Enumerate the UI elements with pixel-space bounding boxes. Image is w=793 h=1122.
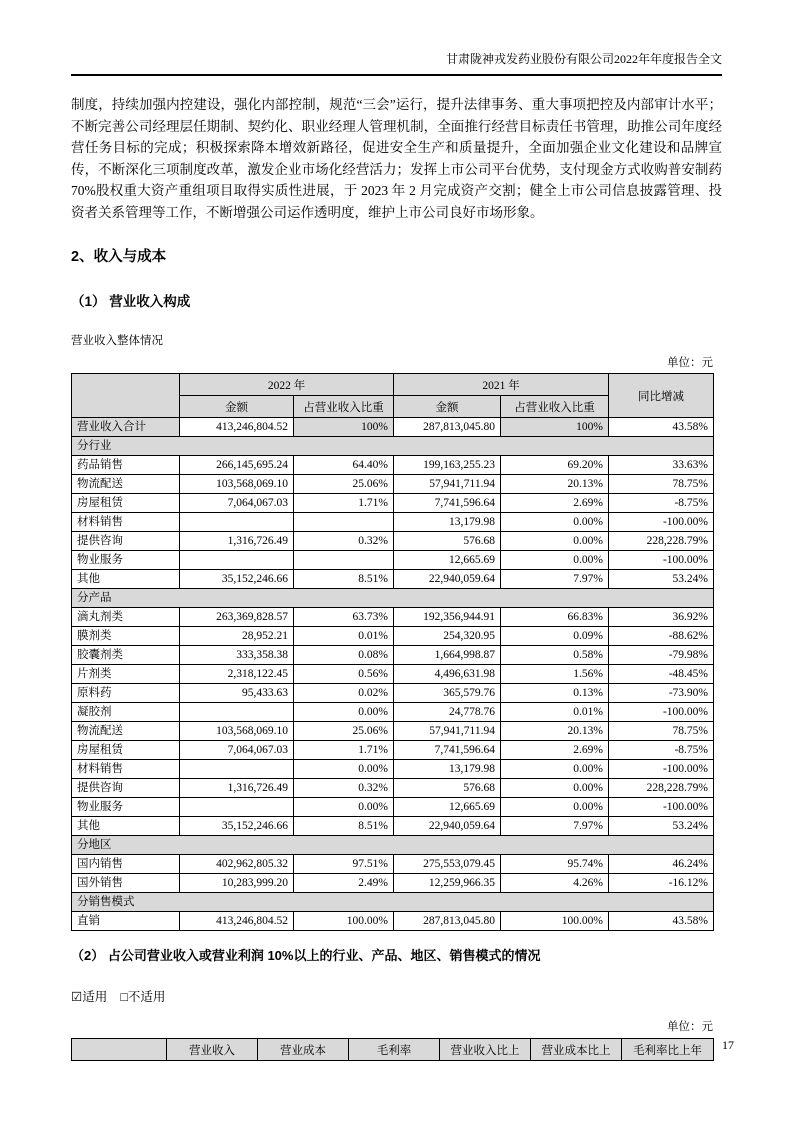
table-row	[72, 570, 714, 589]
document-header	[71, 52, 722, 76]
row-value: 66.83%	[501, 608, 609, 627]
row-value: 0.00%	[501, 760, 609, 779]
row-value: 333,358.38	[180, 646, 294, 665]
row-value: 25.06%	[294, 722, 394, 741]
margin-table-header-row	[72, 1039, 714, 1061]
row-value	[180, 551, 294, 570]
row-value: 0.56%	[294, 665, 394, 684]
col-header-share-2021: 占营业收入比重	[501, 396, 609, 418]
row-value: 10,283,999.20	[180, 874, 294, 893]
row-value: 7,064,067.03	[180, 741, 294, 760]
row-value: 46.24%	[609, 855, 714, 874]
row-value: -8.75%	[609, 741, 714, 760]
table-row	[72, 817, 714, 836]
table-row	[72, 874, 714, 893]
row-value: 12,665.69	[394, 551, 501, 570]
table-row	[72, 608, 714, 627]
row-label: 提供咨询	[72, 532, 180, 551]
col-header-yoy: 同比增减	[609, 374, 714, 418]
margin-col-header: 营业收入	[167, 1039, 258, 1061]
row-value: 8.51%	[294, 817, 394, 836]
table-row	[72, 494, 714, 513]
revenue-table	[71, 373, 714, 931]
table-row	[72, 456, 714, 475]
row-value: 0.13%	[501, 684, 609, 703]
row-value: 199,163,255.23	[394, 456, 501, 475]
row-value: 0.00%	[501, 551, 609, 570]
row-value: 25.06%	[294, 475, 394, 494]
table-row	[72, 513, 714, 532]
row-value: 192,356,944.91	[394, 608, 501, 627]
row-value: 0.32%	[294, 779, 394, 798]
row-value: 413,246,804.52	[180, 418, 294, 437]
intro-paragraph: 制度，持续加强内控建设，强化内部控制，规范“三会”运行，提升法律事务、重大事项把控及内部审计水平；不断完善公司经理层任期制、契约化、职业经理人管理机制，全面推行经营目标责任书管理，助推公司年度经营任务目标的完成；积极探索降本增效新路径，促进安全生产和质量提升，全面加强企业文化建设和品牌宣传，不断深化三项制度改革，激发企业市场化经营活力；发挥上市公司平台优势，支付现金方式收购普安制药 70%股权重大资产重组项目取得实质性进展，于 2023 年 2 月完成资产交割；健全上市公司信息披露管理、投资者关系管理等工作，不断增强公司运作透明度，维护上市公司良好市场形象。	[71, 97, 722, 220]
row-value: 0.00%	[501, 513, 609, 532]
row-value: 228,228.79%	[609, 532, 714, 551]
row-label: 直销	[72, 912, 180, 931]
row-value: 63.73%	[294, 608, 394, 627]
row-value: 0.00%	[501, 532, 609, 551]
subsection-2-heading: （2） 占公司营业收入或营业利润 10%以上的行业、产品、地区、销售模式的情况	[71, 948, 541, 963]
row-value: 228,228.79%	[609, 779, 714, 798]
row-label: 房屋租赁	[72, 741, 180, 760]
row-value: 1,316,726.49	[180, 532, 294, 551]
row-value: -8.75%	[609, 494, 714, 513]
table-row	[72, 703, 714, 722]
row-value: 103,568,069.10	[180, 722, 294, 741]
row-value: 4.26%	[501, 874, 609, 893]
applicability-row	[71, 987, 722, 1005]
row-value	[294, 551, 394, 570]
row-value: -88.62%	[609, 627, 714, 646]
row-value: -100.00%	[609, 703, 714, 722]
row-value: -16.12%	[609, 874, 714, 893]
row-value: 69.20%	[501, 456, 609, 475]
margin-col-header	[72, 1039, 167, 1061]
row-value: 22,940,059.64	[394, 570, 501, 589]
row-value	[180, 760, 294, 779]
not-applicable-checkbox: □不适用	[120, 990, 166, 1004]
table-row	[72, 912, 714, 931]
row-label: 提供咨询	[72, 779, 180, 798]
row-value: 1.71%	[294, 741, 394, 760]
row-value: 1,316,726.49	[180, 779, 294, 798]
revenue-table-body	[72, 418, 714, 931]
corner-cell	[72, 374, 180, 418]
row-value: 0.02%	[294, 684, 394, 703]
revenue-table-header	[72, 374, 714, 418]
row-value: 43.58%	[609, 912, 714, 931]
section-heading: 2、收入与成本	[71, 249, 167, 265]
applicable-checkbox: ☑适用	[71, 990, 108, 1004]
table-row	[72, 798, 714, 817]
row-value: 100.00%	[294, 912, 394, 931]
row-label: 其他	[72, 570, 180, 589]
row-value: 1.71%	[294, 494, 394, 513]
table-row	[72, 532, 714, 551]
section-row	[72, 836, 714, 855]
row-value: 1.56%	[501, 665, 609, 684]
revenue-header-row-1	[72, 374, 714, 396]
document-header-title: 甘肃陇神戎发药业股份有限公司2022年年度报告全文	[445, 52, 722, 66]
row-label: 营业收入合计	[72, 418, 180, 437]
row-value	[180, 798, 294, 817]
row-value: 13,179.98	[394, 760, 501, 779]
row-value: 287,813,045.80	[394, 418, 501, 437]
col-header-amount-2021: 金额	[394, 396, 501, 418]
row-value: 33.63%	[609, 456, 714, 475]
row-value: 287,813,045.80	[394, 912, 501, 931]
row-value: 7,064,067.03	[180, 494, 294, 513]
row-value: 7.97%	[501, 570, 609, 589]
table-row	[72, 855, 714, 874]
row-label: 国外销售	[72, 874, 180, 893]
row-value: 100%	[501, 418, 609, 437]
row-value: 95,433.63	[180, 684, 294, 703]
table-row	[72, 760, 714, 779]
row-value: 35,152,246.66	[180, 817, 294, 836]
margin-table	[71, 1038, 714, 1061]
row-value: 1,664,998.87	[394, 646, 501, 665]
row-value: 43.58%	[609, 418, 714, 437]
table-row	[72, 741, 714, 760]
row-value: 20.13%	[501, 475, 609, 494]
row-value: 57,941,711.94	[394, 475, 501, 494]
row-value: 2.69%	[501, 494, 609, 513]
row-label: 材料销售	[72, 760, 180, 779]
row-value: 0.58%	[501, 646, 609, 665]
row-label: 膜剂类	[72, 627, 180, 646]
margin-col-header: 毛利率	[349, 1039, 440, 1061]
table-row	[72, 684, 714, 703]
row-value: -100.00%	[609, 513, 714, 532]
section-row	[72, 893, 714, 912]
row-value: 413,246,804.52	[180, 912, 294, 931]
row-value: -79.98%	[609, 646, 714, 665]
row-value: 36.92%	[609, 608, 714, 627]
row-value: 576.68	[394, 532, 501, 551]
row-value: 7.97%	[501, 817, 609, 836]
row-label: 凝胶剂	[72, 703, 180, 722]
page-number: 17	[722, 1038, 734, 1052]
table-row	[72, 551, 714, 570]
section-row	[72, 437, 714, 456]
section-label: 分产品	[72, 589, 714, 608]
row-value: 20.13%	[501, 722, 609, 741]
unit-label-2: 单位：元	[667, 1021, 713, 1033]
row-value: 0.32%	[294, 532, 394, 551]
row-value: 78.75%	[609, 722, 714, 741]
row-value: 53.24%	[609, 817, 714, 836]
row-value: 13,179.98	[394, 513, 501, 532]
revenue-table-caption: 营业收入整体情况	[71, 335, 163, 347]
table-row	[72, 475, 714, 494]
row-value: 0.00%	[294, 703, 394, 722]
margin-col-header: 营业成本比上	[531, 1039, 622, 1061]
row-value: 78.75%	[609, 475, 714, 494]
row-label: 胶囊剂类	[72, 646, 180, 665]
row-value: 8.51%	[294, 570, 394, 589]
row-value: 0.01%	[501, 703, 609, 722]
margin-col-header: 营业收入比上	[440, 1039, 531, 1061]
row-label: 材料销售	[72, 513, 180, 532]
row-value: 53.24%	[609, 570, 714, 589]
margin-col-header: 营业成本	[258, 1039, 349, 1061]
row-value: 64.40%	[294, 456, 394, 475]
section-row	[72, 589, 714, 608]
row-label: 物流配送	[72, 475, 180, 494]
row-value: 22,940,059.64	[394, 817, 501, 836]
row-label: 物业服务	[72, 551, 180, 570]
row-value: 97.51%	[294, 855, 394, 874]
table-row	[72, 722, 714, 741]
section-label: 分行业	[72, 437, 714, 456]
row-value: 4,496,631.98	[394, 665, 501, 684]
row-value: 2.69%	[501, 741, 609, 760]
row-value: 100%	[294, 418, 394, 437]
row-label: 其他	[72, 817, 180, 836]
table-row	[72, 779, 714, 798]
row-value: 100.00%	[501, 912, 609, 931]
row-value: 95.74%	[501, 855, 609, 874]
row-value: 0.01%	[294, 627, 394, 646]
row-value: 275,553,079.45	[394, 855, 501, 874]
row-value: -73.90%	[609, 684, 714, 703]
row-value: 0.00%	[294, 798, 394, 817]
row-value: 28,952.21	[180, 627, 294, 646]
row-value: 402,962,805.32	[180, 855, 294, 874]
row-label: 物流配送	[72, 722, 180, 741]
table-row	[72, 627, 714, 646]
row-value: 254,320.95	[394, 627, 501, 646]
row-value: -48.45%	[609, 665, 714, 684]
subsection-1-heading: （1） 营业收入构成	[71, 294, 191, 309]
row-value: 35,152,246.66	[180, 570, 294, 589]
row-value: 0.00%	[294, 760, 394, 779]
row-value: 0.00%	[501, 779, 609, 798]
row-value: 266,145,695.24	[180, 456, 294, 475]
row-value: -100.00%	[609, 760, 714, 779]
unit-label-1: 单位：元	[667, 357, 713, 369]
row-value: 263,369,828.57	[180, 608, 294, 627]
col-header-amount-2022: 金额	[180, 396, 294, 418]
row-value: 7,741,596.64	[394, 494, 501, 513]
row-value: 0.00%	[501, 798, 609, 817]
col-header-share-2022: 占营业收入比重	[294, 396, 394, 418]
row-value: 12,665.69	[394, 798, 501, 817]
margin-col-header: 毛利率比上年	[622, 1039, 714, 1061]
row-label: 药品销售	[72, 456, 180, 475]
row-value: 2.49%	[294, 874, 394, 893]
row-value: 576.68	[394, 779, 501, 798]
row-value: 57,941,711.94	[394, 722, 501, 741]
row-label: 房屋租赁	[72, 494, 180, 513]
row-value	[294, 513, 394, 532]
row-value: 12,259,966.35	[394, 874, 501, 893]
row-value	[180, 513, 294, 532]
row-value: -100.00%	[609, 798, 714, 817]
col-header-2021: 2021 年	[394, 374, 609, 396]
section-label: 分销售模式	[72, 893, 714, 912]
row-value: 0.08%	[294, 646, 394, 665]
row-label: 滴丸剂类	[72, 608, 180, 627]
row-value: 103,568,069.10	[180, 475, 294, 494]
row-label: 物业服务	[72, 798, 180, 817]
row-label: 国内销售	[72, 855, 180, 874]
row-value: -100.00%	[609, 551, 714, 570]
row-label: 片剂类	[72, 665, 180, 684]
table-row	[72, 418, 714, 437]
row-value: 24,778.76	[394, 703, 501, 722]
row-value	[180, 703, 294, 722]
col-header-2022: 2022 年	[180, 374, 394, 396]
table-row	[72, 646, 714, 665]
row-value: 365,579.76	[394, 684, 501, 703]
section-label: 分地区	[72, 836, 714, 855]
table-row	[72, 665, 714, 684]
row-value: 7,741,596.64	[394, 741, 501, 760]
row-label: 原料药	[72, 684, 180, 703]
row-value: 0.09%	[501, 627, 609, 646]
row-value: 2,318,122.45	[180, 665, 294, 684]
